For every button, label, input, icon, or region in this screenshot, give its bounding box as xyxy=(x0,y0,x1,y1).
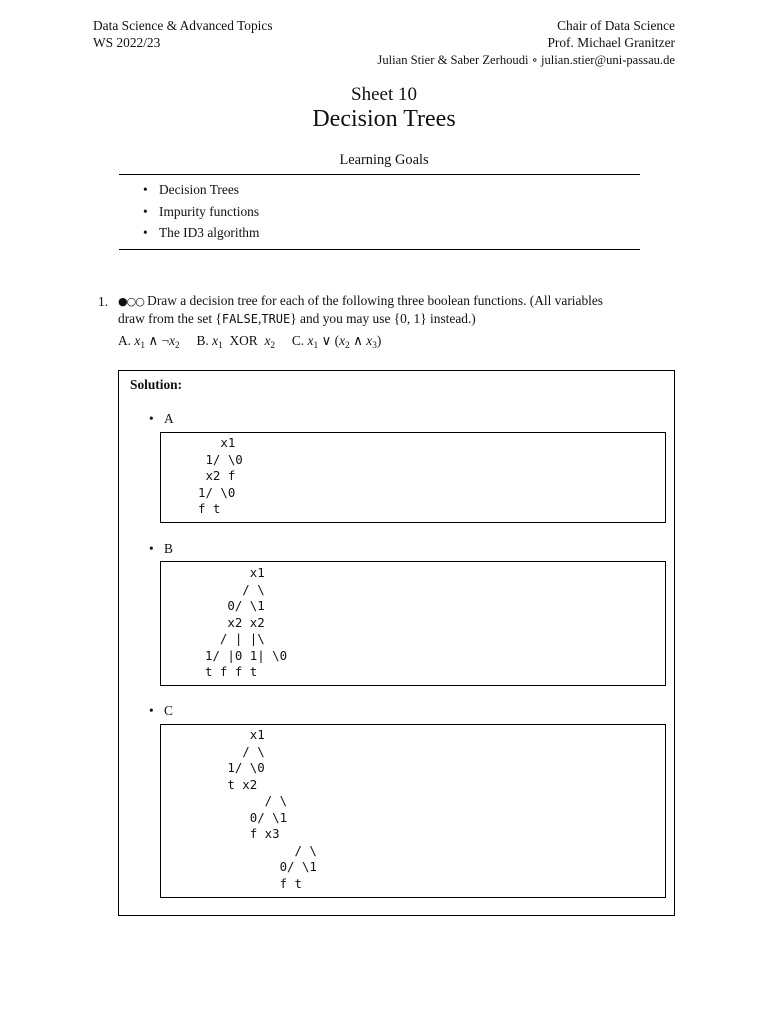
top-rule xyxy=(119,174,640,175)
tree-c: x1 / \ 1/ \0 t x2 / \ 0/ \1 f x3 / \ 0/ \1 f t xyxy=(227,727,317,891)
false-literal: FALSE xyxy=(221,312,258,326)
term: WS 2022/23 xyxy=(93,35,161,50)
set-text-close: } and you may use {0, 1} instead.) xyxy=(290,311,476,326)
list-item: • The ID3 algorithm xyxy=(143,225,259,247)
option-c-formula: $x_1$ ∨ ($x_2$ ∧ $x_3$) xyxy=(307,333,382,351)
true-literal: TRUE xyxy=(261,312,291,326)
sheet-number: Sheet 10 xyxy=(351,84,417,105)
learning-goals-heading: Learning Goals xyxy=(339,152,429,168)
tree-b: x1 / \ 0/ \1 x2 x2 / | |\ 1/ |0 1| \0 t f f t xyxy=(205,565,288,679)
option-b-label: B. xyxy=(196,333,209,348)
question-number: 1. xyxy=(98,294,109,309)
option-c-label: C. xyxy=(291,333,305,348)
authors-contact: Julian Stier & Saber Zerhoudi ∘ julian.stier@uni-passau.de xyxy=(377,53,675,67)
option-b-formula: $x_1$ XOR $x_2$ xyxy=(212,333,276,351)
xor-operator: XOR xyxy=(229,333,258,348)
option-a-label: A. xyxy=(118,333,132,348)
chair-name: Chair of Data Science xyxy=(557,18,675,33)
learning-goals-list xyxy=(143,182,259,247)
part-a-label: • A xyxy=(149,411,174,426)
question-text-line1 xyxy=(118,292,678,310)
list-item: • Decision Trees xyxy=(143,182,259,204)
bottom-rule xyxy=(119,249,640,250)
set-comma: , xyxy=(257,311,262,326)
question-prompt: Draw a decision tree for each of the following three boolean functions. (All variables xyxy=(147,293,604,308)
list-item: • Impurity functions xyxy=(143,204,259,226)
page-title: Decision Trees xyxy=(312,106,456,132)
question-options xyxy=(118,332,381,349)
set-text-open: draw from the set { xyxy=(118,311,222,326)
part-c-label: • C xyxy=(149,703,173,718)
part-b-label: • B xyxy=(149,541,173,556)
course-name: Data Science & Advanced Topics xyxy=(93,18,273,33)
difficulty-rating: ●○○ xyxy=(118,295,144,308)
option-a-formula: $x_1$ ∧ $\neg x_2$ xyxy=(134,333,180,351)
tree-a: x1 1/ \0 x2 f 1/ \0 f t xyxy=(198,435,243,516)
question-text-line2 xyxy=(118,310,476,328)
solution-heading: Solution: xyxy=(130,377,183,392)
professor-name: Prof. Michael Granitzer xyxy=(547,35,675,50)
